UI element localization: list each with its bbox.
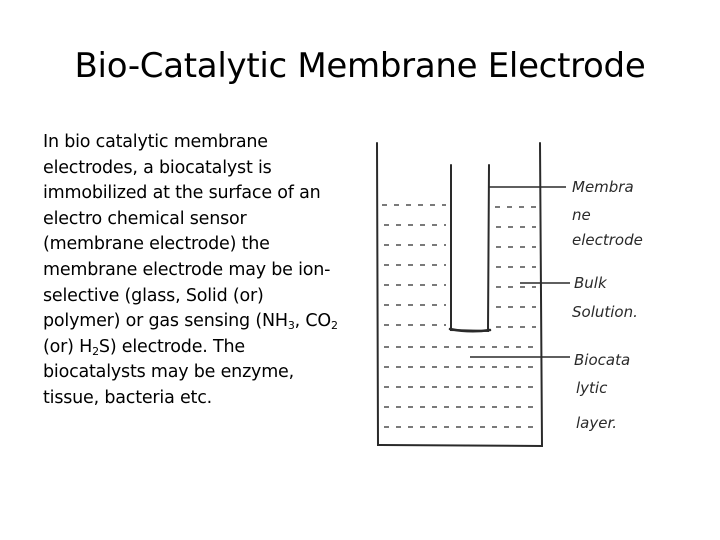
electrode-tube bbox=[451, 165, 489, 331]
body-paragraph bbox=[43, 130, 343, 412]
paragraph-text-3: (or) H bbox=[43, 336, 93, 357]
label-bio-2: lytic bbox=[576, 379, 608, 397]
label-bulk-2: Solution. bbox=[572, 303, 638, 321]
paragraph-text-1: In bio catalytic membrane electrodes, a biocatalyst is immobilized at the surface of an electro chemical sensor (membrane electrode) the membrane electrode may be ion-selective (glass, Solid (or) polymer) or gas sensing (NH bbox=[43, 132, 331, 332]
electrode-sketch-svg bbox=[370, 125, 670, 460]
electrode-sketch bbox=[370, 125, 670, 460]
label-membrane-2: ne bbox=[572, 206, 591, 224]
label-membrane-1: Membra bbox=[572, 178, 634, 196]
slide-title: Bio-Catalytic Membrane Electrode bbox=[74, 46, 646, 86]
beaker-outline bbox=[377, 143, 542, 446]
subscript-1: 3 bbox=[287, 319, 295, 333]
subscript-3: 2 bbox=[92, 344, 99, 358]
paragraph-text-2: , CO bbox=[294, 311, 331, 332]
label-membrane-3: electrode bbox=[572, 231, 643, 249]
solution-dashes bbox=[382, 205, 536, 427]
label-bio-1: Biocata bbox=[574, 351, 631, 369]
label-bio-3: layer. bbox=[576, 414, 618, 432]
subscript-2: 2 bbox=[330, 319, 338, 333]
label-bulk-1: Bulk bbox=[574, 274, 607, 292]
paragraph-text-4: S) electrode. The biocatalysts may be enzyme, tissue, bacteria etc. bbox=[43, 336, 294, 408]
biocatalytic-layer-line bbox=[450, 329, 490, 331]
